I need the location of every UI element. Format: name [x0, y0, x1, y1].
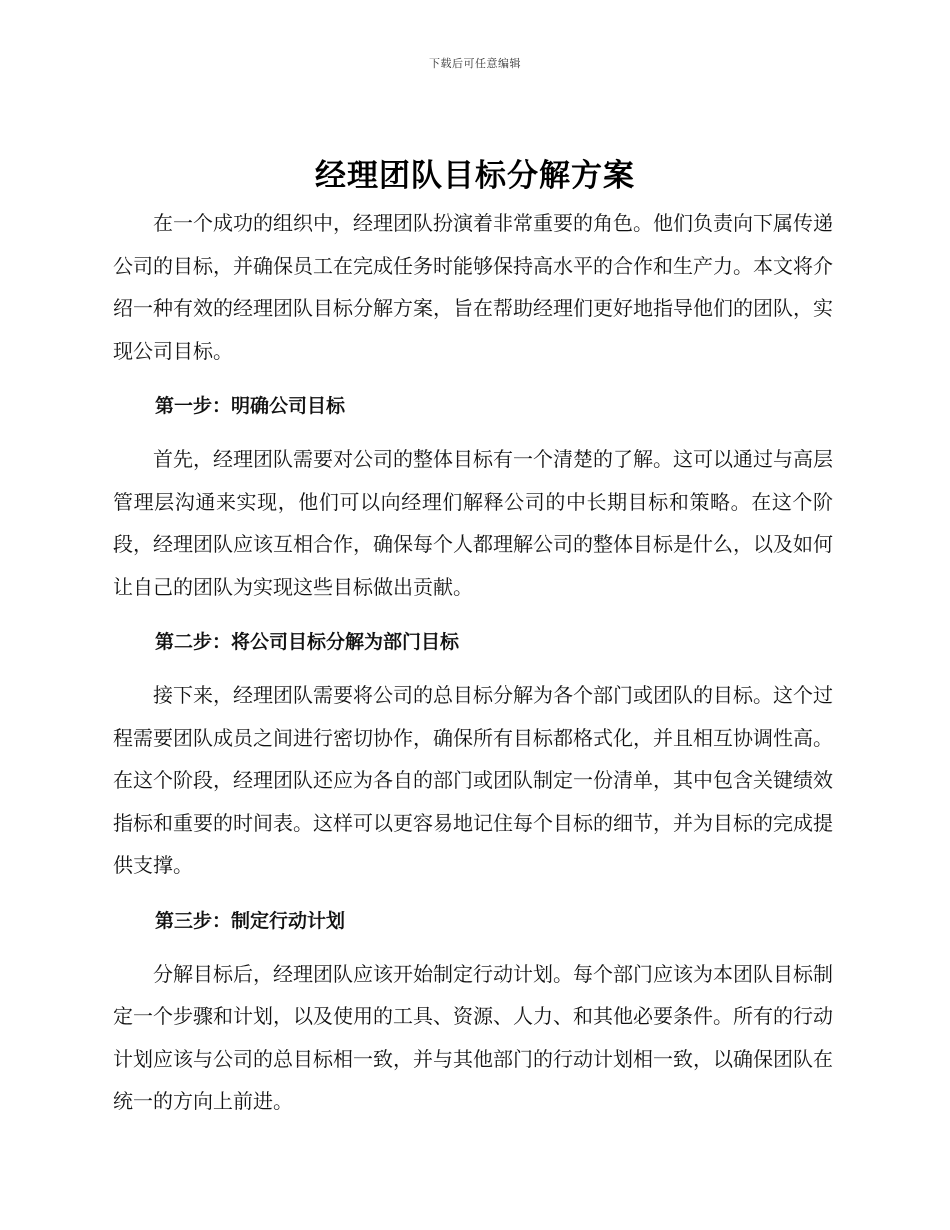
intro-paragraph: 在一个成功的组织中，经理团队扮演着非常重要的角色。他们负责向下属传递公司的目标，并确保员工在完成任务时能够保持高水平的合作和生产力。本文将介绍一种有效的经理团队目标分解方案，旨在帮助经理们更好地指导他们的团队，实现公司目标。 — [113, 211, 833, 363]
header-note: 下载后可任意编辑 — [429, 57, 521, 70]
section-3-paragraph: 分解目标后，经理团队应该开始制定行动计划。每个部门应该为本团队目标制定一个步骤和计划，以及使用的工具、资源、人力、和其他必要条件。所有的行动计划应该与公司的总目标相一致，并与其他部门的行动计划相一致，以确保团队在统一的方向上前进。 — [113, 961, 833, 1113]
section-1-heading: 第一步：明确公司目标 — [155, 395, 346, 417]
section-2-heading: 第二步：将公司目标分解为部门目标 — [155, 631, 460, 653]
section-2-paragraph: 接下来，经理团队需要将公司的总目标分解为各个部门或团队的目标。这个过程需要团队成员之间进行密切协作，确保所有目标都格式化，并且相互协调性高。在这个阶段，经理团队还应为各自的部门或团队制定一份清单，其中包含关键绩效指标和重要的时间表。这样可以更容易地记住每个目标的细节，并为目标的完成提供支撑。 — [113, 683, 833, 877]
document-body — [113, 202, 833, 1123]
section-1-paragraph: 首先，经理团队需要对公司的整体目标有一个清楚的了解。这可以通过与高层管理层沟通来实现，他们可以向经理们解释公司的中长期目标和策略。在这个阶段，经理团队应该互相合作，确保每个人都理解公司的整体目标是什么，以及如何让自己的团队为实现这些目标做出贡献。 — [113, 447, 833, 599]
section-3-heading: 第三步：制定行动计划 — [155, 909, 346, 932]
document-title: 经理团队目标分解方案 — [315, 158, 635, 194]
